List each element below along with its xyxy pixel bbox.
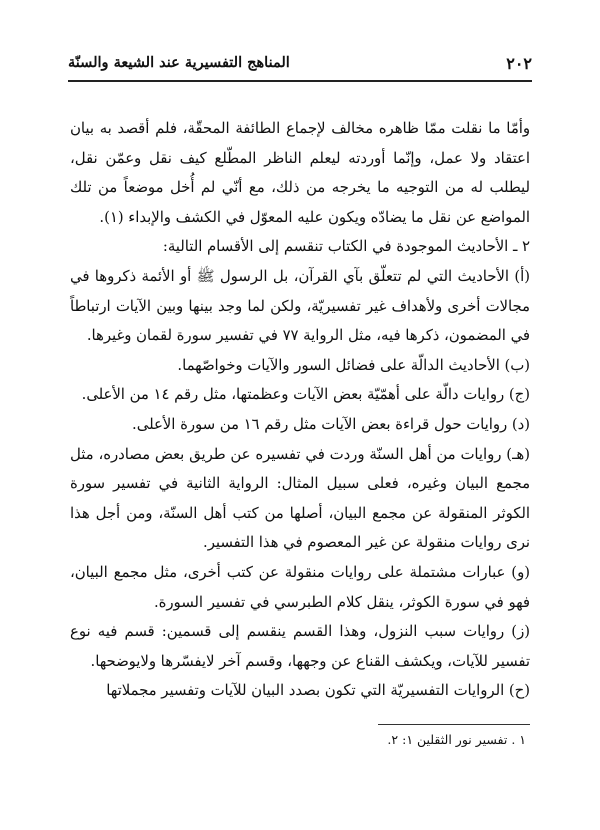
paragraph-intro: وأمّا ما نقلت ممّا ظاهره مخالف لإجماع الطائفة المحقّة، فلم أقصد به بيان اعتقاد ولا عمل، وإنّما أوردته ليعلم الناظر المطّلع كيف نقل وعمّن نقل، ليطلب له من التوجيه ما يخرجه من ذلك، مع أنّي لم أُخل موضعاً من تلك المواضع عن نقل ما يضادّه ويكون عليه المعوّل في الكشف والإبداء (١).	[70, 120, 530, 226]
paragraph-item-z: (ز) روايات سبب النزول، وهذا القسم ينقسم إلى قسمين: قسم فيه نوع تفسير للآيات، ويكشف القناع عن وجهها، وقسم آخر لايفسّرها ولايوضحها.	[70, 623, 530, 670]
paragraph-item-d: (د) روايات حول قراءة بعض الآيات مثل رقم ١٦ من سورة الأعلى.	[132, 415, 530, 433]
paragraph-item-c: (ج) روايات دالّة على أهمّيّة بعض الآيات وعظمتها، مثل رقم ١٤ من الأعلى.	[81, 386, 530, 404]
paragraph-item-a: (أ) الأحاديث التي لم تتعلّق بآي القرآن، بل الرسول ﷺ أو الأئمة ذكروها في مجالات أخرى ولأهداف غير تفسيريّة، ولكن لما وجد بينها وبين الآيات ارتباطاً في المضمون، ذكرها فيه، مثل الرواية ٧٧ في تفسير سورة لقمان وغيرها.	[70, 267, 530, 345]
footnote-rule	[378, 724, 530, 725]
page-number: ٢٠٢	[506, 54, 532, 73]
paragraph-item-ha: (ح) الروايات التفسيريّة التي تكون بصدد البيان للآيات وتفسير مجملاتها	[106, 682, 530, 700]
paragraph-item-w: (و) عبارات مشتملة على روايات منقولة عن كتب أخرى، مثل مجمع البيان، فهو في سورة الكوثر، ينقل كلام الطبرسي في تفسير السورة.	[70, 563, 530, 611]
header-rule	[68, 80, 532, 82]
paragraph-item-h: (هـ) روايات من أهل السنّة وردت في تفسيره عن طريق بعض مصادره، مثل مجمع البيان وغيره، فعلى سبيل المثال: الرواية الثانية في تفسير سورة الكوثر المنقولة عن مجمع البيان، أصلها من كتب أهل السنّة، ومن أجل هذا نرى روايات منقولة عن غير المعصوم في هذا التفسير.	[70, 445, 530, 552]
paragraph-section-2-heading: ٢ ـ الأحاديث الموجودة في الكتاب تنقسم إلى الأقسام التالية:	[162, 238, 530, 256]
paragraph-item-b: (ب) الأحاديث الدالّة على فضائل السور والآيات وخواصّهما.	[177, 356, 530, 374]
body-text	[70, 114, 530, 706]
running-title: المناهج التفسيرية عند الشيعة والسنّة	[68, 54, 290, 71]
footnote: ١ . تفسير نور الثقلين ١: ٢.	[387, 732, 526, 747]
page-header	[68, 52, 532, 78]
